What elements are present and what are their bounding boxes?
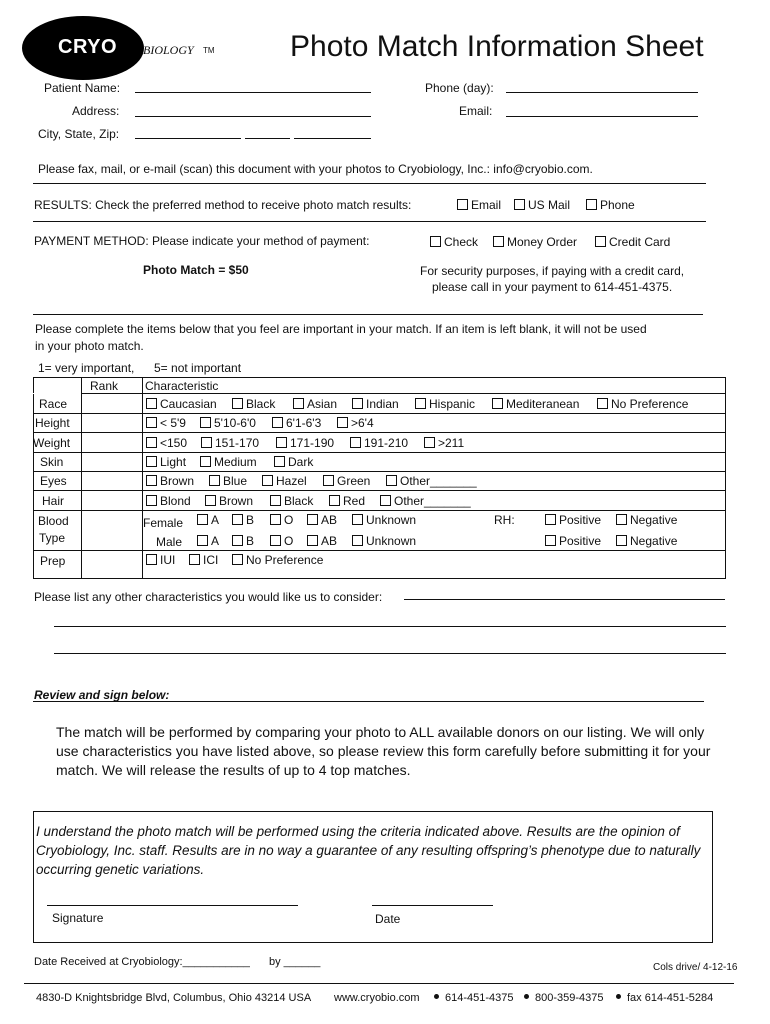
match-intro-line2: in your photo match. <box>35 339 144 353</box>
height-label: Height <box>35 416 70 430</box>
other-characteristics-input[interactable] <box>404 599 725 600</box>
patient-name-input[interactable] <box>135 92 371 93</box>
checkbox-icon <box>232 554 243 565</box>
bullet-icon <box>524 994 529 999</box>
date-label: Date <box>375 912 401 926</box>
checkbox-icon <box>386 475 397 486</box>
hair-option[interactable]: Red <box>329 494 365 508</box>
female-rh-option[interactable]: Positive <box>545 513 601 527</box>
checkbox-icon <box>146 495 157 506</box>
email-label: Email: <box>459 104 493 118</box>
checkbox-icon <box>146 437 157 448</box>
checkbox-icon <box>200 456 211 467</box>
table-row-divider <box>33 490 726 491</box>
skin-option[interactable]: Medium <box>200 455 257 469</box>
race-option[interactable]: Black <box>232 397 275 411</box>
checkbox-icon <box>514 199 525 210</box>
male-blood-option[interactable]: B <box>232 534 254 548</box>
checkbox-icon <box>415 398 426 409</box>
race-option[interactable]: Caucasian <box>146 397 217 411</box>
prep-label: Prep <box>40 554 66 568</box>
phone-input[interactable] <box>506 92 698 93</box>
checkbox-icon <box>424 437 435 448</box>
table-col-divider <box>142 377 143 579</box>
payment-money-order-checkbox[interactable]: Money Order <box>493 235 577 249</box>
race-option[interactable]: Asian <box>293 397 337 411</box>
checkbox-icon <box>276 437 287 448</box>
review-heading: Review and sign below: <box>34 688 170 702</box>
payment-credit-card-checkbox[interactable]: Credit Card <box>595 235 670 249</box>
results-email-checkbox[interactable]: Email <box>457 198 501 212</box>
checkbox-icon <box>209 475 220 486</box>
price-label: Photo Match = $50 <box>143 263 249 277</box>
match-intro-line1: Please complete the items below that you feel are important in your match. If an item is left blank, it will not be used <box>35 322 647 336</box>
signature-label: Signature <box>52 911 104 925</box>
checkbox-icon <box>197 514 208 525</box>
city-state-zip-label: City, State, Zip: <box>38 127 120 141</box>
type-label: Type <box>39 531 66 545</box>
city-input[interactable] <box>135 138 241 139</box>
security-note-line1: For security purposes, if paying with a credit card, <box>420 264 685 278</box>
checkbox-icon <box>545 514 556 525</box>
male-rh-option[interactable]: Positive <box>545 534 601 548</box>
height-option[interactable]: 5'10-6'0 <box>200 416 256 430</box>
height-option[interactable]: < 5'9 <box>146 416 186 430</box>
checkbox-icon <box>274 456 285 467</box>
checkbox-icon <box>352 514 363 525</box>
male-blood-option[interactable]: Unknown <box>352 534 416 548</box>
agreement-text: I understand the photo match will be performed using the criteria indicated above. Results are the opinion of Cryobiology, Inc. staff. Results are in no way a guarantee of any resulting offspring’s phenotype due to naturally occurring genetic variations. <box>36 824 701 877</box>
male-blood-option[interactable]: A <box>197 534 219 548</box>
race-label: Race <box>39 397 68 411</box>
logo-brand: CRYO <box>58 36 118 58</box>
eyes-option[interactable]: Hazel <box>262 474 307 488</box>
logo-subtitle: BIOLOGY <box>143 43 194 57</box>
checkbox-icon <box>232 535 243 546</box>
female-blood-option[interactable]: A <box>197 513 219 527</box>
checkbox-icon <box>205 495 216 506</box>
other-characteristics-input[interactable] <box>54 626 726 627</box>
table-row-divider <box>33 413 726 414</box>
weight-label: Weight <box>33 436 71 450</box>
male-label: Male <box>156 535 183 549</box>
checkbox-icon <box>430 236 441 247</box>
checkbox-icon <box>545 535 556 546</box>
weight-option[interactable]: 171-190 <box>276 436 334 450</box>
checkbox-icon <box>197 535 208 546</box>
scale-important: 1= very important, <box>38 361 135 375</box>
male-blood-option[interactable]: O <box>270 534 293 548</box>
female-blood-option[interactable]: B <box>232 513 254 527</box>
security-note-line2: please call in your payment to 614-451-4375. <box>432 280 673 294</box>
female-blood-option[interactable]: O <box>270 513 293 527</box>
hair-option[interactable]: Black <box>270 494 313 508</box>
submission-instructions: Please fax, mail, or e-mail (scan) this document with your photos to Cryobiology, Inc.: info@cryobio.com. <box>38 162 593 176</box>
checkbox-icon <box>146 398 157 409</box>
footer-address: 4830-D Knightsbridge Blvd, Columbus, Ohio 43214 USA <box>36 992 312 1004</box>
checkbox-icon <box>616 535 627 546</box>
checkbox-icon <box>270 495 281 506</box>
checkbox-icon <box>307 514 318 525</box>
prep-option[interactable]: No Preference <box>232 553 323 567</box>
female-blood-option[interactable]: Unknown <box>352 513 416 527</box>
table-row-divider <box>33 550 726 551</box>
checkbox-icon <box>146 417 157 428</box>
checkbox-icon <box>352 398 363 409</box>
checkbox-icon <box>380 495 391 506</box>
checkbox-icon <box>189 554 200 565</box>
checkbox-icon <box>200 417 211 428</box>
weight-option[interactable]: 151-170 <box>201 436 259 450</box>
skin-option[interactable]: Light <box>146 455 186 469</box>
phone-label: Phone (day): <box>425 81 494 95</box>
table-header-gap <box>33 393 81 394</box>
checkbox-icon <box>146 554 157 565</box>
female-rh-option[interactable]: Negative <box>616 513 677 527</box>
logo-trademark: TM <box>203 46 215 55</box>
male-rh-option[interactable]: Negative <box>616 534 677 548</box>
results-usmail-checkbox[interactable]: US Mail <box>514 198 570 212</box>
divider <box>33 221 706 222</box>
race-option[interactable]: Mediteranean <box>492 397 579 411</box>
checkbox-icon <box>293 398 304 409</box>
divider <box>33 701 704 702</box>
date-input[interactable] <box>372 905 493 906</box>
eyes-option[interactable]: Brown <box>146 474 194 488</box>
weight-option[interactable]: >211 <box>424 436 464 450</box>
checkbox-icon <box>201 437 212 448</box>
checkbox-icon <box>492 398 503 409</box>
table-row-divider <box>33 432 726 433</box>
checkbox-icon <box>595 236 606 247</box>
checkbox-icon <box>493 236 504 247</box>
address-label: Address: <box>72 104 120 118</box>
footer-phone1: 614-451-4375 <box>434 992 514 1004</box>
revision-note: Cols drive/ 4-12-16 <box>653 962 738 973</box>
hair-option[interactable]: Other_______ <box>380 494 471 508</box>
signature-input[interactable] <box>47 905 298 906</box>
bullet-icon <box>434 994 439 999</box>
checkbox-icon <box>352 535 363 546</box>
checkbox-icon <box>232 398 243 409</box>
female-blood-option[interactable]: AB <box>307 513 337 527</box>
height-option[interactable]: >6'4 <box>337 416 374 430</box>
address-input[interactable] <box>135 116 371 117</box>
eyes-option[interactable]: Blue <box>209 474 247 488</box>
checkbox-icon <box>146 475 157 486</box>
checkbox-icon <box>586 199 597 210</box>
table-col-divider <box>81 377 82 579</box>
checkbox-icon <box>270 535 281 546</box>
checkbox-icon <box>323 475 334 486</box>
footer-phone2: 800-359-4375 <box>524 992 604 1004</box>
footer-website[interactable]: www.cryobio.com <box>334 992 420 1004</box>
email-input[interactable] <box>506 116 698 117</box>
race-option[interactable]: No Preference <box>597 397 688 411</box>
checkbox-icon <box>337 417 348 428</box>
table-row-divider <box>33 452 726 453</box>
prep-option[interactable]: IUI <box>146 553 175 567</box>
date-received-label: Date Received at Cryobiology:___________ <box>34 956 250 968</box>
state-input[interactable] <box>245 138 290 139</box>
blood-label: Blood <box>38 514 69 528</box>
checkbox-icon <box>272 417 283 428</box>
characteristic-header: Characteristic <box>145 379 219 393</box>
checkbox-icon <box>329 495 340 506</box>
checkbox-icon <box>307 535 318 546</box>
divider <box>33 183 706 184</box>
race-option[interactable]: Indian <box>352 397 399 411</box>
zip-input[interactable] <box>294 138 371 139</box>
checkbox-icon <box>262 475 273 486</box>
footer-fax: fax 614-451-5284 <box>616 992 713 1004</box>
other-characteristics-input[interactable] <box>54 653 726 654</box>
payment-label: PAYMENT METHOD: Please indicate your method of payment: <box>34 234 370 248</box>
skin-option[interactable]: Dark <box>274 455 313 469</box>
skin-label: Skin <box>40 455 64 469</box>
page-title: Photo Match Information Sheet <box>290 30 704 63</box>
review-text: The match will be performed by comparing your photo to ALL available donors on our listing. We will only use characteristics you have listed above, so please review this form carefully before submitting it for your match. We will release the results of up to 4 top matches. <box>56 724 711 778</box>
weight-option[interactable]: 191-210 <box>350 436 408 450</box>
race-option[interactable]: Hispanic <box>415 397 475 411</box>
rh-label: RH: <box>494 513 515 527</box>
payment-check-checkbox[interactable]: Check <box>430 235 478 249</box>
bullet-icon <box>616 994 621 999</box>
checkbox-icon <box>270 514 281 525</box>
eyes-option[interactable]: Other_______ <box>386 474 477 488</box>
rank-header: Rank <box>90 379 119 393</box>
received-by-label: by ______ <box>269 956 321 968</box>
divider <box>33 314 703 315</box>
scale-not-important: 5= not important <box>154 361 242 375</box>
checkbox-icon <box>350 437 361 448</box>
prep-option[interactable]: ICI <box>189 553 218 567</box>
hair-option[interactable]: Brown <box>205 494 253 508</box>
table-row-divider <box>33 510 726 511</box>
other-characteristics-label: Please list any other characteristics you would like us to consider: <box>34 590 383 604</box>
checkbox-icon <box>232 514 243 525</box>
table-row-divider <box>33 393 726 394</box>
divider <box>24 983 734 984</box>
patient-name-label: Patient Name: <box>44 81 121 95</box>
results-label: RESULTS: Check the preferred method to receive photo match results: <box>34 198 412 212</box>
checkbox-icon <box>146 456 157 467</box>
checkbox-icon <box>616 514 627 525</box>
hair-option[interactable]: Blond <box>146 494 191 508</box>
weight-option[interactable]: <150 <box>146 436 187 450</box>
checkbox-icon <box>597 398 608 409</box>
female-label: Female <box>143 516 184 530</box>
hair-label: Hair <box>42 494 65 508</box>
eyes-label: Eyes <box>40 474 67 488</box>
eyes-option[interactable]: Green <box>323 474 370 488</box>
male-blood-option[interactable]: AB <box>307 534 337 548</box>
table-row-divider <box>33 471 726 472</box>
results-phone-checkbox[interactable]: Phone <box>586 198 635 212</box>
checkbox-icon <box>457 199 468 210</box>
height-option[interactable]: 6'1-6'3 <box>272 416 321 430</box>
